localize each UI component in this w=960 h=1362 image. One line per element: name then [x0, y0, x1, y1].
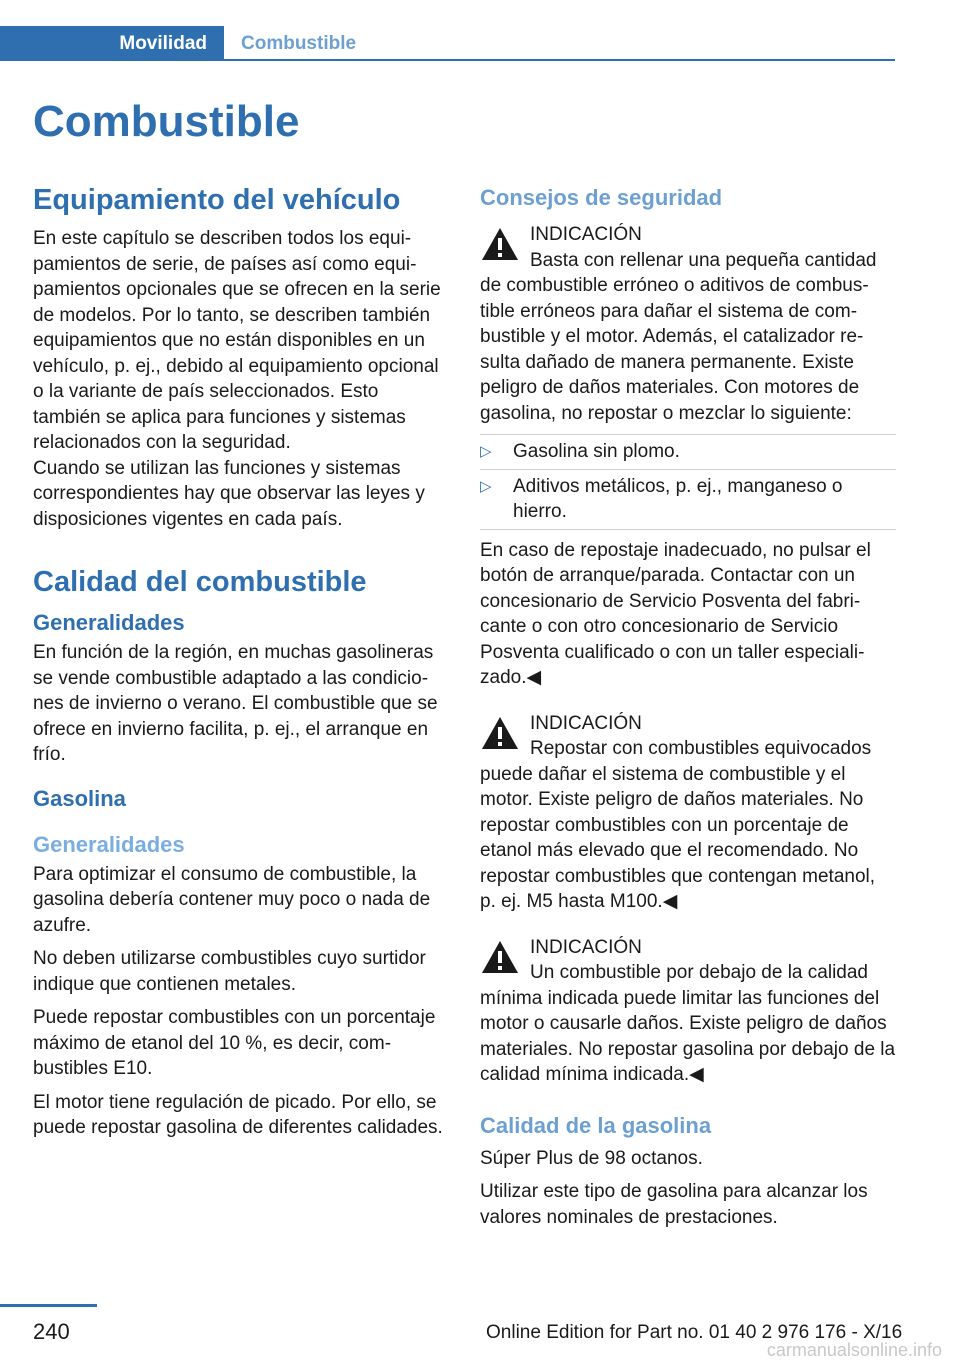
warning-text: mínima indicada puede limitar las funciones del motor o causarle daños. Existe peligro de daños materiales. No repostar gasolina por debajo de la calidad mínima indicada.◀: [480, 987, 896, 1085]
warning-block-2: [480, 711, 896, 915]
equipment-heading: Equipamiento del vehículo: [33, 184, 401, 216]
warning-title: INDICACIÓN: [530, 712, 642, 734]
gasolina-paragraph-4: El motor tiene regulación de picado. Por ello, se puede repostar gasolina de diferentes calidades.: [33, 1091, 443, 1138]
watermark: carmanualsonline.info: [766, 1340, 942, 1360]
gasolina-paragraph-1: Para optimizar el consumo de combustible, la gasolina debería contener muy poco o nada de azufre.: [33, 863, 431, 936]
gasolina-paragraph-3: Puede repostar combustibles con un porcentaje máximo de etanol del 10 %, es decir, combustibles E10.: [33, 1007, 436, 1079]
fuel-quality-heading: Calidad del combustible: [33, 566, 367, 598]
gasolina-general-heading: Generalidades: [33, 831, 185, 857]
gasolina-heading: Gasolina: [33, 785, 126, 811]
list-item: ▷ Gasolina sin plomo.: [480, 435, 896, 470]
warning-text-start: Repostar con combustibles equivocados: [530, 738, 872, 759]
gasoline-quality-heading: Calidad de la gasolina: [480, 1112, 712, 1138]
warning-text-start: Basta con rellenar una pequeña cantidad: [530, 249, 877, 271]
bullet-list: [480, 434, 896, 530]
warning-triangle-icon: [480, 939, 520, 975]
warning-title: INDICACIÓN: [530, 936, 642, 958]
tab-combustible[interactable]: Combustible: [241, 33, 357, 54]
after-bullets-paragraph: En caso de repostaje inadecuado, no pulsar el botón de arranque/parada. Contactar con un concesionario de Servicio Posventa del fabricante o con otro concesionario de Servicio Posventa cualificado o con un taller especializado.◀: [480, 539, 871, 688]
equipment-paragraph-2: Cuando se utilizan las funciones y sistemas correspondientes hay que observar las leyes y disposiciones vigentes en cada país.: [33, 457, 425, 530]
warning-text: puede dañar el sistema de combustible y el motor. Existe peligro de daños materiales. No repostar combustibles con un porcentaje de etanol más elevado que el recomendado. No repostar combustibles que contengan metanol, p. ej. M5 hasta M100.◀: [480, 763, 876, 912]
footer-rule: [0, 1304, 97, 1307]
edition-note: Online Edition for Part no. 01 40 2 976 176 - X/16: [486, 1322, 903, 1343]
warning-text-start: Un combustible por debajo de la calidad: [530, 962, 868, 983]
safety-heading: Consejos de seguridad: [480, 185, 723, 210]
general-heading: Generalidades: [33, 610, 185, 635]
gasolina-paragraph-2: No deben utilizarse combustibles cuyo surtidor indique que contienen metales.: [33, 948, 426, 995]
warning-block-1: [480, 222, 896, 426]
chapter-title: Combustible: [33, 97, 300, 146]
gasoline-quality-paragraph-2: Utilizar este tipo de gasolina para alcanzar los valores nominales de prestaciones.: [480, 1181, 868, 1228]
warning-triangle-icon: [480, 715, 520, 751]
warning-title: INDICACIÓN: [530, 224, 642, 245]
triangle-right-icon: ▷: [480, 443, 492, 460]
tab-movilidad[interactable]: Movilidad: [0, 26, 224, 61]
page-header: [0, 26, 895, 60]
gasoline-quality-paragraph-1: Súper Plus de 98 octanos.: [480, 1147, 703, 1169]
right-column: [480, 180, 896, 1238]
warning-text: de combustible erróneo o aditivos de combustible erróneos para dañar el sistema de combustible y el motor. Además, el catalizador resulta dañado de manera permanente. Existe peligro de daños materiales. Con motores de gasolina, no repostar o mezclar lo siguiente:: [480, 275, 869, 424]
list-item: ▷ Aditivos metálicos, p. ej., manganeso o hierro.: [480, 470, 896, 530]
warning-block-3: [480, 935, 896, 1088]
general-paragraph: En función de la región, en muchas gasolineras se vende combustible adaptado a las condiciones de invierno o verano. El combustible que se ofrece en invierno facilita, p. ej., el arranque en frío.: [33, 642, 438, 765]
page-number: 240: [33, 1319, 70, 1344]
warning-triangle-icon: [480, 226, 520, 262]
equipment-paragraph-1: En este capítulo se describen todos los equipamientos de serie, de países así como equipamientos opcionales que se ofrecen en la serie de modelos. Por lo tanto, se describen también equipamientos que no están disponibles en un vehículo, p. ej., debido al equipamiento opcional o la variante de país seleccionados. Esto también se aplica para funciones y sistemas relacionados con la seguridad.: [33, 228, 441, 453]
left-column: [33, 180, 449, 1149]
triangle-right-icon: ▷: [480, 477, 492, 495]
header-rule: [0, 59, 895, 61]
